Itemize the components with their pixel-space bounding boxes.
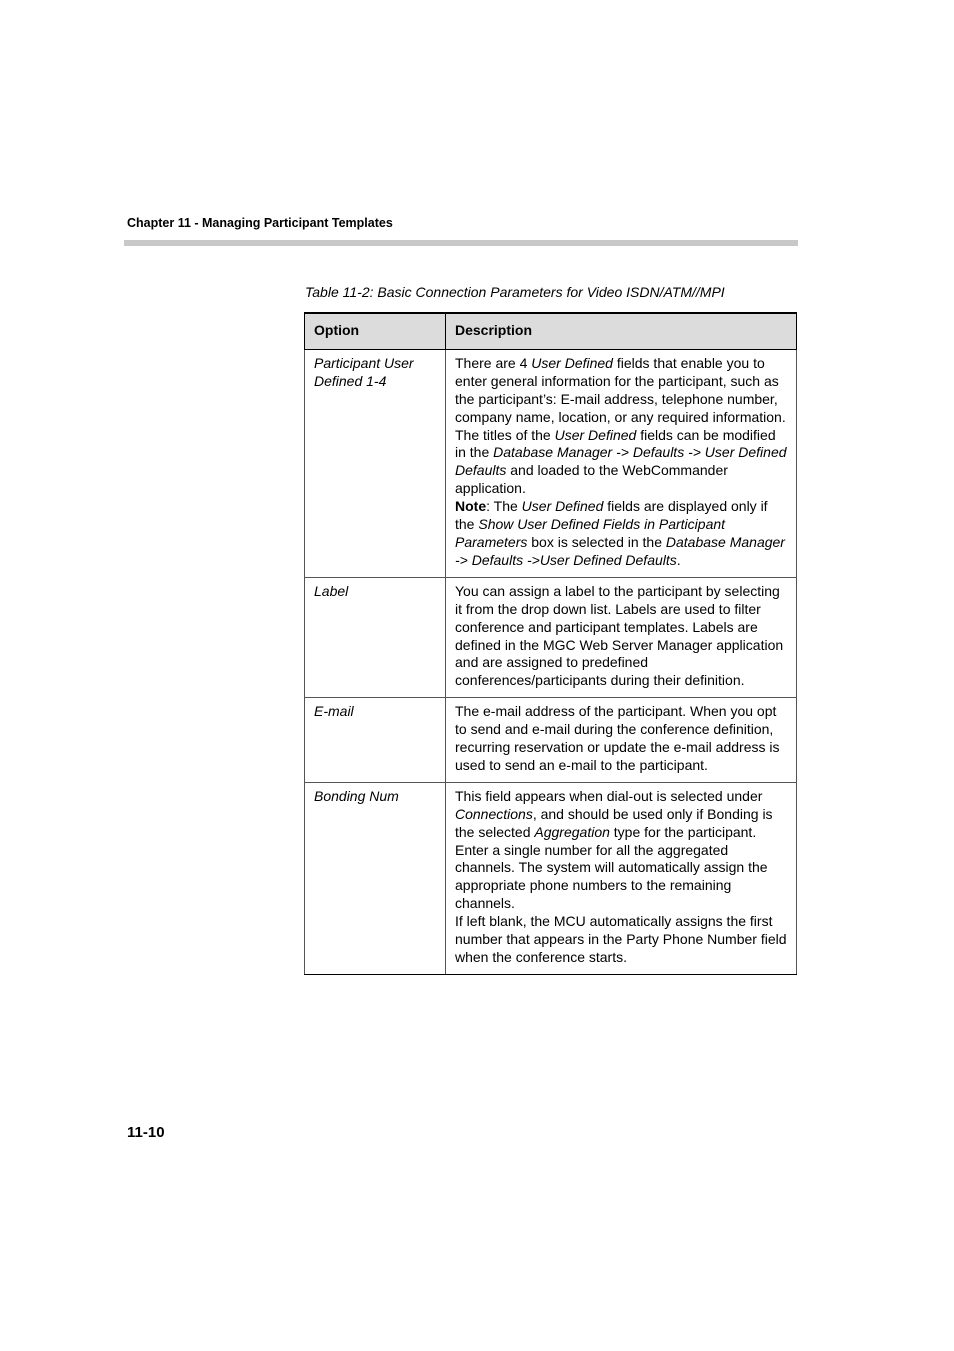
table-header-row: [305, 313, 797, 349]
chapter-header: Chapter 11 - Managing Participant Templates: [127, 216, 393, 230]
description-cell: [446, 698, 797, 783]
table-row: [305, 577, 797, 697]
text-run: If left blank, the MCU automatically assigns the first number that appears in the Party Phone Number field when the conference starts.: [455, 913, 787, 965]
description-cell: [446, 782, 797, 974]
table-body: [305, 349, 797, 974]
option-cell: Participant User Defined 1-4: [305, 349, 446, 577]
text-run: : The: [486, 498, 522, 515]
italic-text: User Defined: [521, 498, 604, 515]
description-cell: [446, 349, 797, 577]
italic-text: Show User Defined Fields in Participant Parameters: [455, 516, 726, 550]
table-row: [305, 782, 797, 974]
text-run: type for the participant.: [609, 823, 757, 840]
text-run: fields that enable you to enter general information for the participant, such as the participant’s: E-mail address, telephone number, company name, location, or any required information.: [455, 354, 786, 425]
description-paragraph: [455, 427, 787, 499]
description-paragraph: [455, 355, 787, 427]
option-cell: Label: [305, 577, 446, 697]
description-cell: [446, 577, 797, 697]
description-paragraph: [455, 842, 787, 914]
text-run: You can assign a label to the participant by selecting it from the drop down list. Labels are used to filter conference and participant templates. Labels are defined in the MGC Web Server Manager application and are assigned to predefined conferences/participants during their definition.: [455, 582, 784, 689]
description-paragraph: [455, 498, 787, 570]
description-paragraph: [455, 788, 787, 842]
page-number: 11-10: [127, 1124, 165, 1141]
text-run: This field appears when dial-out is selected under: [455, 787, 763, 804]
italic-text: Database Manager -> Defaults -> User Defined Defaults: [455, 444, 787, 479]
text-run: , and should be used only if Bonding is the selected: [455, 805, 773, 840]
text-run: box is selected in the: [527, 533, 666, 550]
text-run: fields are displayed only if the: [455, 498, 768, 533]
table-row: [305, 349, 797, 577]
italic-text: User Defined: [554, 426, 637, 443]
text-run: and loaded to the WebCommander application.: [455, 462, 728, 497]
parameters-table: [304, 312, 797, 975]
italic-text: User Defined: [531, 354, 613, 371]
italic-text: Database Manager -> Defaults ->User Defined Defaults: [455, 533, 785, 568]
header-rule: [124, 240, 798, 246]
description-paragraph: [455, 583, 787, 690]
description-paragraph: [455, 913, 787, 967]
option-cell: Bonding Num: [305, 782, 446, 974]
text-run: The titles of the: [455, 426, 555, 443]
text-run: .: [676, 551, 681, 568]
text-run: Enter a single number for all the aggregated channels. The system will automatically assign the appropriate phone numbers to the remaining channels.: [455, 841, 768, 912]
text-run: The e-mail address of the participant. When you opt to send and e-mail during the conference definition, recurring reservation or update the e-mail address is used to send an e-mail to the participant.: [455, 703, 780, 773]
text-run: fields can be modified in the: [455, 426, 776, 461]
description-paragraph: [455, 703, 787, 775]
text-run: There are 4: [455, 354, 532, 371]
table-row: [305, 698, 797, 783]
table-caption: Table 11-2: Basic Connection Parameters for Video ISDN/ATM//MPI: [305, 284, 725, 300]
italic-text: Aggregation: [534, 823, 610, 840]
column-header-description: Description: [446, 313, 797, 349]
column-header-option: Option: [305, 313, 446, 349]
bold-text: Note: [455, 498, 487, 515]
italic-text: Connections: [455, 805, 533, 822]
option-cell: E-mail: [305, 698, 446, 783]
